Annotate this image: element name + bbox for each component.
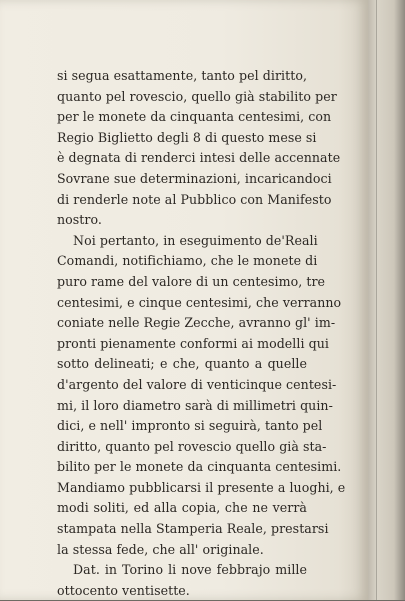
text-line: Sovrane sue determinazioni, incaricandoci xyxy=(57,170,332,186)
text-line: di renderle note al Pubblico con Manifesto xyxy=(57,191,332,207)
text-line: si segua esattamente, tanto pel diritto, xyxy=(57,68,307,83)
text-line: Dat. in Torino li nove febbrajo mille xyxy=(73,562,307,578)
text-line: diritto, quanto pel rovescio quello già sta- xyxy=(57,438,327,454)
text-line: coniate nelle Regie Zecche, avranno gl' im- xyxy=(57,315,336,331)
text-line: modi soliti, ed alla copia, che ne verrà xyxy=(57,500,307,516)
text-line: per le monete da cinquanta centesimi, con xyxy=(57,109,332,125)
page-fold-line xyxy=(376,0,377,600)
text-line: Noi pertanto, in eseguimento de'Reali xyxy=(73,232,318,248)
document-body xyxy=(57,66,346,601)
text-line: è degnata di renderci intesi delle accennate xyxy=(57,150,341,166)
text-line: stampata nella Stamperia Reale, prestarsi xyxy=(57,521,329,537)
text-line: mi, il loro diametro sarà di millimetri quin- xyxy=(57,397,333,413)
text-line: centesimi, e cinque centesimi, che verranno xyxy=(57,294,342,310)
text-line: Mandiamo pubblicarsi il presente a luoghi, e xyxy=(57,479,346,495)
text-line: ottocento ventisette. xyxy=(57,582,190,598)
text-line: pronti pienamente conformi ai modelli qui xyxy=(57,335,329,351)
text-line: bilito per le monete da cinquanta centesimi. xyxy=(57,459,342,475)
text-line: d'argento del valore di venticinque centesi- xyxy=(57,376,337,392)
text-line: Comandi, notifichiamo, che le monete di xyxy=(57,253,318,269)
text-line: dici, e nell' impronto si seguirà, tanto pel xyxy=(57,418,323,434)
text-line: quanto pel rovescio, quello già stabilito per xyxy=(57,88,337,104)
page-edge-shadow xyxy=(368,0,405,600)
text-line: puro rame del valore di un centesimo, tre xyxy=(57,273,326,289)
text-line: nostro. xyxy=(57,212,102,228)
text-line: sotto delineati; e che, quanto a quelle xyxy=(57,356,307,372)
text-line: la stessa fede, che all' originale. xyxy=(57,541,264,557)
text-line: Regio Biglietto degli 8 di questo mese si xyxy=(57,129,317,145)
